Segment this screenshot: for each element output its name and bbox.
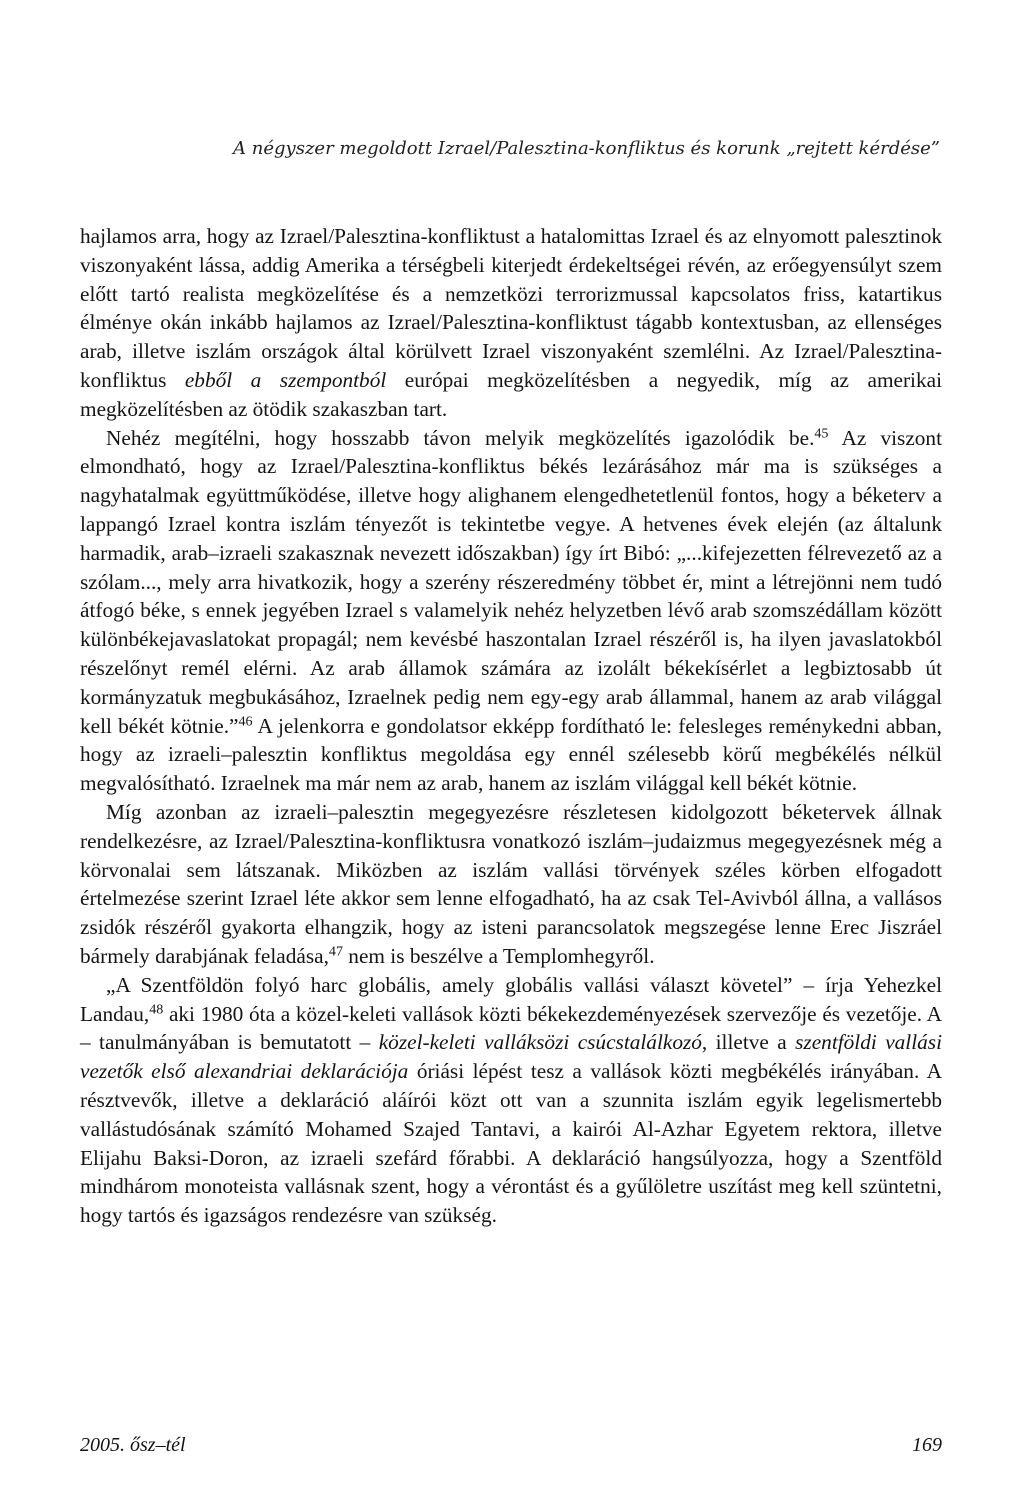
page-number: 169 <box>912 1434 942 1456</box>
footnote-ref: 45 <box>814 424 829 441</box>
footnote-ref: 48 <box>149 1000 164 1017</box>
italic-phrase: szentföldi vallási vezetők első alexandriai deklarációja <box>80 1030 942 1084</box>
paragraph <box>80 971 942 1230</box>
footnote-ref: 46 <box>238 712 253 729</box>
issue-label: 2005. ősz–tél <box>80 1434 186 1456</box>
text-run: hajlamos arra, hogy az Izrael/Palesztina-konfliktust a hatalomittas Izrael és az elnyomott palesztinok viszonyaként lássa, addig Amerika a térségbeli kiterjedt érdekeltségei révén, az erőegyensúlyt szem előtt tartó realista megközelítése és a nemzetközi terrorizmussal kapcsolatos friss, katartikus élménye okán inkább hajlamos az Izrael/Palesztina-konfliktust tágabb kontextusban, az ellenséges arab, illetve iszlám országok által körülvett Izrael viszonyaként szemlélni. Az Izrael/Palesztina-konfliktus <box>80 224 942 392</box>
paragraph <box>80 798 942 971</box>
paragraph <box>80 424 942 798</box>
italic-phrase: közel-keleti valláksözi csúcstalálkozó <box>378 1030 702 1055</box>
text-run: óriási lépést tesz a vallások közti megbékélés irányában. A résztvevők, illetve a deklaráció aláírói közt ott van a szunnita iszlám egyik legelismertebb vallástudósának számító Mohamed Szajed Tantavi, a kairói Al-Azhar Egyetem rektora, illetve Elijahu Baksi-Doron, az izraeli szefárd főrabbi. A deklaráció hangsúlyozza, hogy a Szentföld mindhárom monoteista vallásnak szent, hogy a vérontást és a gyűlöletre uszítást meg kell szüntetni, hogy tartós és igazságos rendezésre van szükség. <box>80 1059 942 1228</box>
footnote-ref: 47 <box>328 943 343 960</box>
paragraph <box>80 222 942 424</box>
article-body <box>80 222 942 1230</box>
text-run: aki 1980 óta a közel-keleti vallások közti békekezdeményezések szervezője és vezetője. A – tanulmányában is bemutatott – <box>80 1001 942 1055</box>
running-head: A négyszer megoldott Izrael/Palesztina-konfliktus és korunk „rejtett kérdése” <box>233 138 940 159</box>
text-run: európai megközelítésben a negyedik, míg az amerikai megközelítésben az ötödik szakaszban tart. <box>80 367 942 421</box>
text-run: „A Szentföldön folyó harc globális, amely globális vallási választ követel” – írja Yehezkel Landau, <box>80 972 942 1026</box>
text-run: Míg azonban az izraeli–palesztin megegyezésre részletesen kidolgozott béketervek állnak rendelkezésre, az Izrael/Palesztina-konfliktusra vonatkozó iszlám–judaizmus megegyezésnek még a körvonalai sem látszanak. Miközben az iszlám vallási törvények széles körben elfogadott értelmezése szerint Izrael léte akkor sem lenne elfogadható, ha az csak Tel-Avivból állna, a vallásos zsidók részéről gyakorta elhangzik, hogy az isteni parancsolatok megszegése lenne Erec Jiszráel bármely darabjának feladása, <box>80 799 942 968</box>
text-run: Az viszont elmondható, hogy az Izrael/Palesztina-konfliktus békés lezárásához már ma is szükséges a nagyhatalmak együttműködése, illetve hogy alighanem elengedhetetlenül fontos, hogy a béketerv a lappangó Izrael kontra iszlám tényezőt is tekintetbe vegye. A hetvenes évek elején (az általunk harmadik, arab–izraeli szakasznak nevezett időszakban) így írt Bibó: „...kifejezetten félrevezető az a szólam..., mely arra hivatkozik, hogy a szerény részeredmény többet ér, mint a létrejönni nem tudó átfogó béke, s ennek jegyében Izrael s valamelyik nehéz helyzetben lévő arab szomszédállam között különbékejavaslatokat propagál; nem kevésbé haszontalan Izrael részéről is, ha ilyen javaslatokból részelőnyt remél elérni. Az arab államok számára az izolált békekísérlet a legbiztosabb út kormányzatuk megbukásához, Izraelnek pedig nem egy-egy arab állammal, hanem az arab világgal kell békét kötnie.” <box>80 425 942 738</box>
text-run: , illetve a <box>701 1030 796 1055</box>
text-run: A jelenkorra e gondolatsor ekképp fordítható le: felesleges reménykedni abban, hogy az izraeli–palesztin konfliktus megoldása egy ennél szélesebb körű megbékélés nélkül megvalósítható. Izraelnek ma már nem az arab, hanem az iszlám világgal kell békét kötnie. <box>80 713 942 796</box>
text-run: Nehéz megítélni, hogy hosszabb távon melyik megközelítés igazolódik be. <box>106 425 815 450</box>
text-run: nem is beszélve a Templomhegyről. <box>342 943 655 968</box>
italic-phrase: ebből a szempontból <box>184 367 387 392</box>
